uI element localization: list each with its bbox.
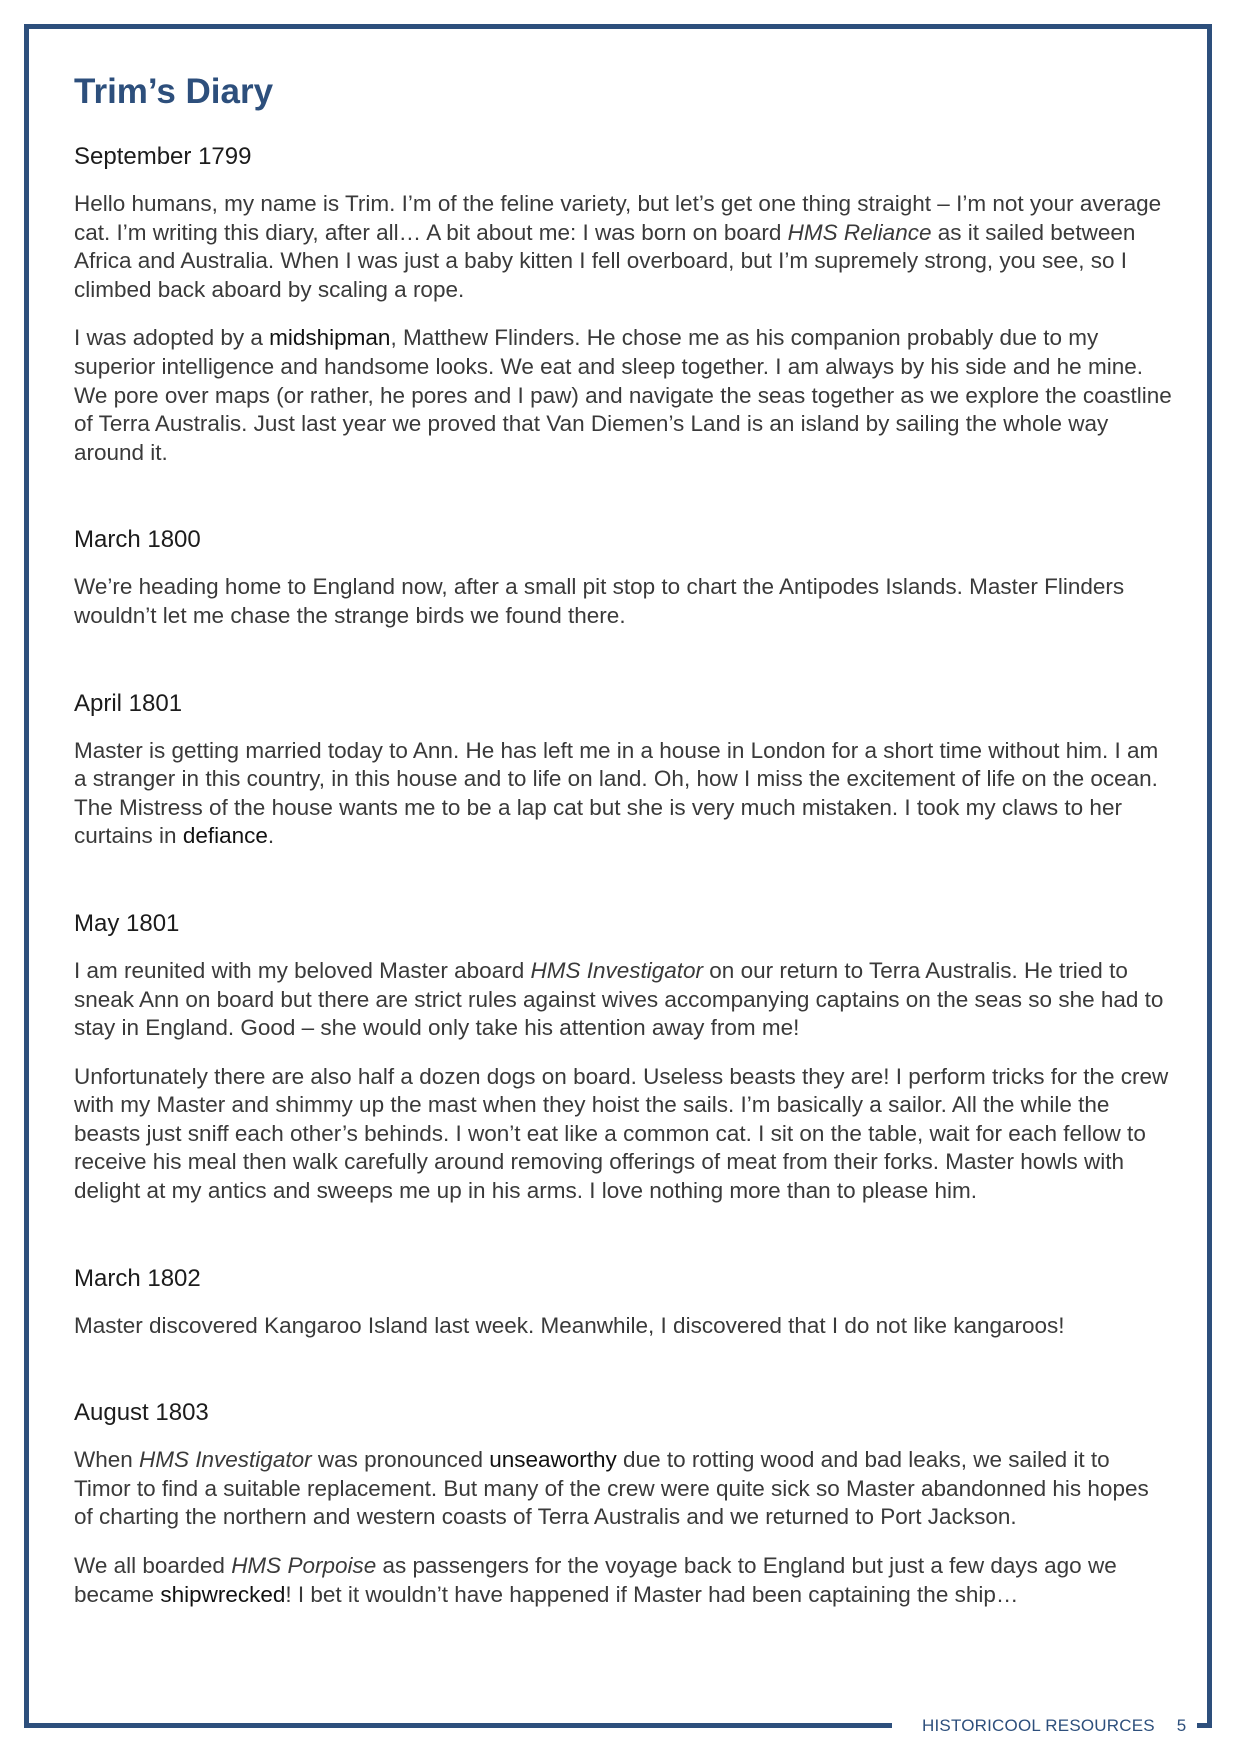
entry-paragraph [74, 573, 1172, 630]
frame-bottom-rule [24, 1723, 892, 1728]
entry-paragraph [74, 190, 1172, 304]
footer-label: HISTORICOOL RESOURCES [922, 1716, 1155, 1735]
entry-paragraph [74, 1312, 1172, 1341]
paragraph-text: . [267, 823, 275, 849]
entry-date: March 1802 [74, 1264, 201, 1292]
ship-name: HMS Reliance [787, 219, 932, 245]
paragraph-text: as passengers for the voyage back to England but just a few days ago we became [74, 1553, 1117, 1607]
glossary-term: midshipman [269, 325, 391, 351]
glossary-term: shipwrecked [160, 1581, 286, 1607]
paragraph-text: ! I bet it wouldn’t have happened if Master had been captaining the ship… [285, 1581, 1019, 1607]
entry-paragraph [74, 1063, 1172, 1206]
entry-date: May 1801 [74, 909, 180, 937]
page-title: Trim’s Diary [74, 72, 274, 111]
diary-entry [74, 525, 1172, 630]
entry-paragraph [74, 737, 1172, 851]
entry-paragraph [74, 957, 1172, 1043]
entry-spacer [74, 1226, 1172, 1264]
entry-spacer [74, 487, 1172, 525]
paragraph-text: Unfortunately there are also half a dozen dogs on board. Useless beasts they are! I perform tricks for the crew with my Master and shimmy up the mast when they hoist the sails. I’m basically a sailor. All the while the beasts just sniff each other’s behinds. I won’t eat like a common cat. I sit on the table, wait for each fellow to receive his meal then walk carefully around removing offerings of meat from their forks. Master howls with delight at my antics and sweeps me up in his arms. I love nothing more than to please him. [74, 1063, 1169, 1204]
paragraph-text: was pronounced [311, 1447, 490, 1473]
diary-entry [74, 1264, 1172, 1341]
ship-name: HMS Investigator [139, 1447, 312, 1473]
entry-date: September 1799 [74, 143, 252, 170]
entry-paragraph [74, 1552, 1172, 1609]
entry-spacer [74, 871, 1172, 909]
paragraph-text: We’re heading home to England now, after a small pit stop to chart the Antipodes Islands. Master Flinders wouldn’t let me chase the strange birds we found there. [74, 574, 1125, 628]
paragraph-text: Master discovered Kangaroo Island last week. Meanwhile, I discovered that I do not like kangaroos! [74, 1312, 1065, 1338]
frame-bottom-rule-end [1197, 1723, 1212, 1728]
diary-entry [74, 142, 1172, 467]
paragraph-text: We all boarded [74, 1553, 232, 1579]
paragraph-text: Master is getting married today to Ann. He has left me in a house in London for a short time without him. I am a stranger in this country, in this house and to life on land. Oh, how I miss the excitement of life on the ocean. The Mistress of the house wants me to be a lap cat but she is very much mistaken. I took my claws to her curtains in [74, 737, 1159, 849]
glossary-term: unseaworthy [489, 1447, 617, 1473]
entry-paragraph [74, 1446, 1172, 1532]
paragraph-text: I am reunited with my beloved Master aboard [74, 957, 531, 983]
diary-entry [74, 1398, 1172, 1609]
entry-date: March 1800 [74, 526, 201, 554]
entry-date: April 1801 [74, 689, 183, 717]
diary-entry [74, 909, 1172, 1206]
diary-content [74, 70, 1172, 1629]
entry-paragraph [74, 324, 1172, 467]
entry-spacer [74, 1360, 1172, 1398]
paragraph-text: Hello humans, my name is Trim. I’m of the feline variety, but let’s get one thing straight – I’m not your average cat. I’m writing this diary, after all… A bit about me: I was born on board [74, 191, 1162, 245]
ship-name: HMS Investigator [530, 957, 704, 983]
ship-name: HMS Porpoise [231, 1553, 377, 1579]
paragraph-text: , Matthew Flinders. He chose me as his companion probably due to my superior intelligence and handsome looks. We eat and sleep together. I am always by his side and he mine. We pore over maps (or rather, he pores and I paw) and navigate the seas together as we explore the coastline of Terra Australis. Just last year we proved that Van Diemen’s Land is an island by sailing the whole way around it. [74, 325, 1172, 465]
page-footer [922, 1714, 1186, 1738]
paragraph-text: as it sailed between Africa and Australia. When I was just a baby kitten I fell overboard, but I’m supremely strong, you see, so I climbed back aboard by scaling a rope. [74, 219, 1136, 302]
entry-spacer [74, 651, 1172, 689]
glossary-term: defiance [182, 823, 268, 849]
paragraph-text: I was adopted by a [74, 325, 270, 351]
diary-entries [74, 142, 1172, 1609]
diary-entry [74, 689, 1172, 851]
paragraph-text: When [74, 1447, 140, 1473]
page-number: 5 [1176, 1716, 1187, 1735]
paragraph-text: on our return to Terra Australis. He tried to sneak Ann on board but there are strict rules against wives accompanying captains on the seas so she had to stay in England. Good – she would only take his attention away from me! [74, 957, 1164, 1041]
paragraph-text: due to rotting wood and bad leaks, we sailed it to Timor to find a suitable replacement. But many of the crew were quite sick so Master abandonned his hopes of charting the northern and western coasts of Terra Australis and we returned to Port Jackson. [74, 1447, 1149, 1530]
entry-date: August 1803 [74, 1399, 209, 1427]
